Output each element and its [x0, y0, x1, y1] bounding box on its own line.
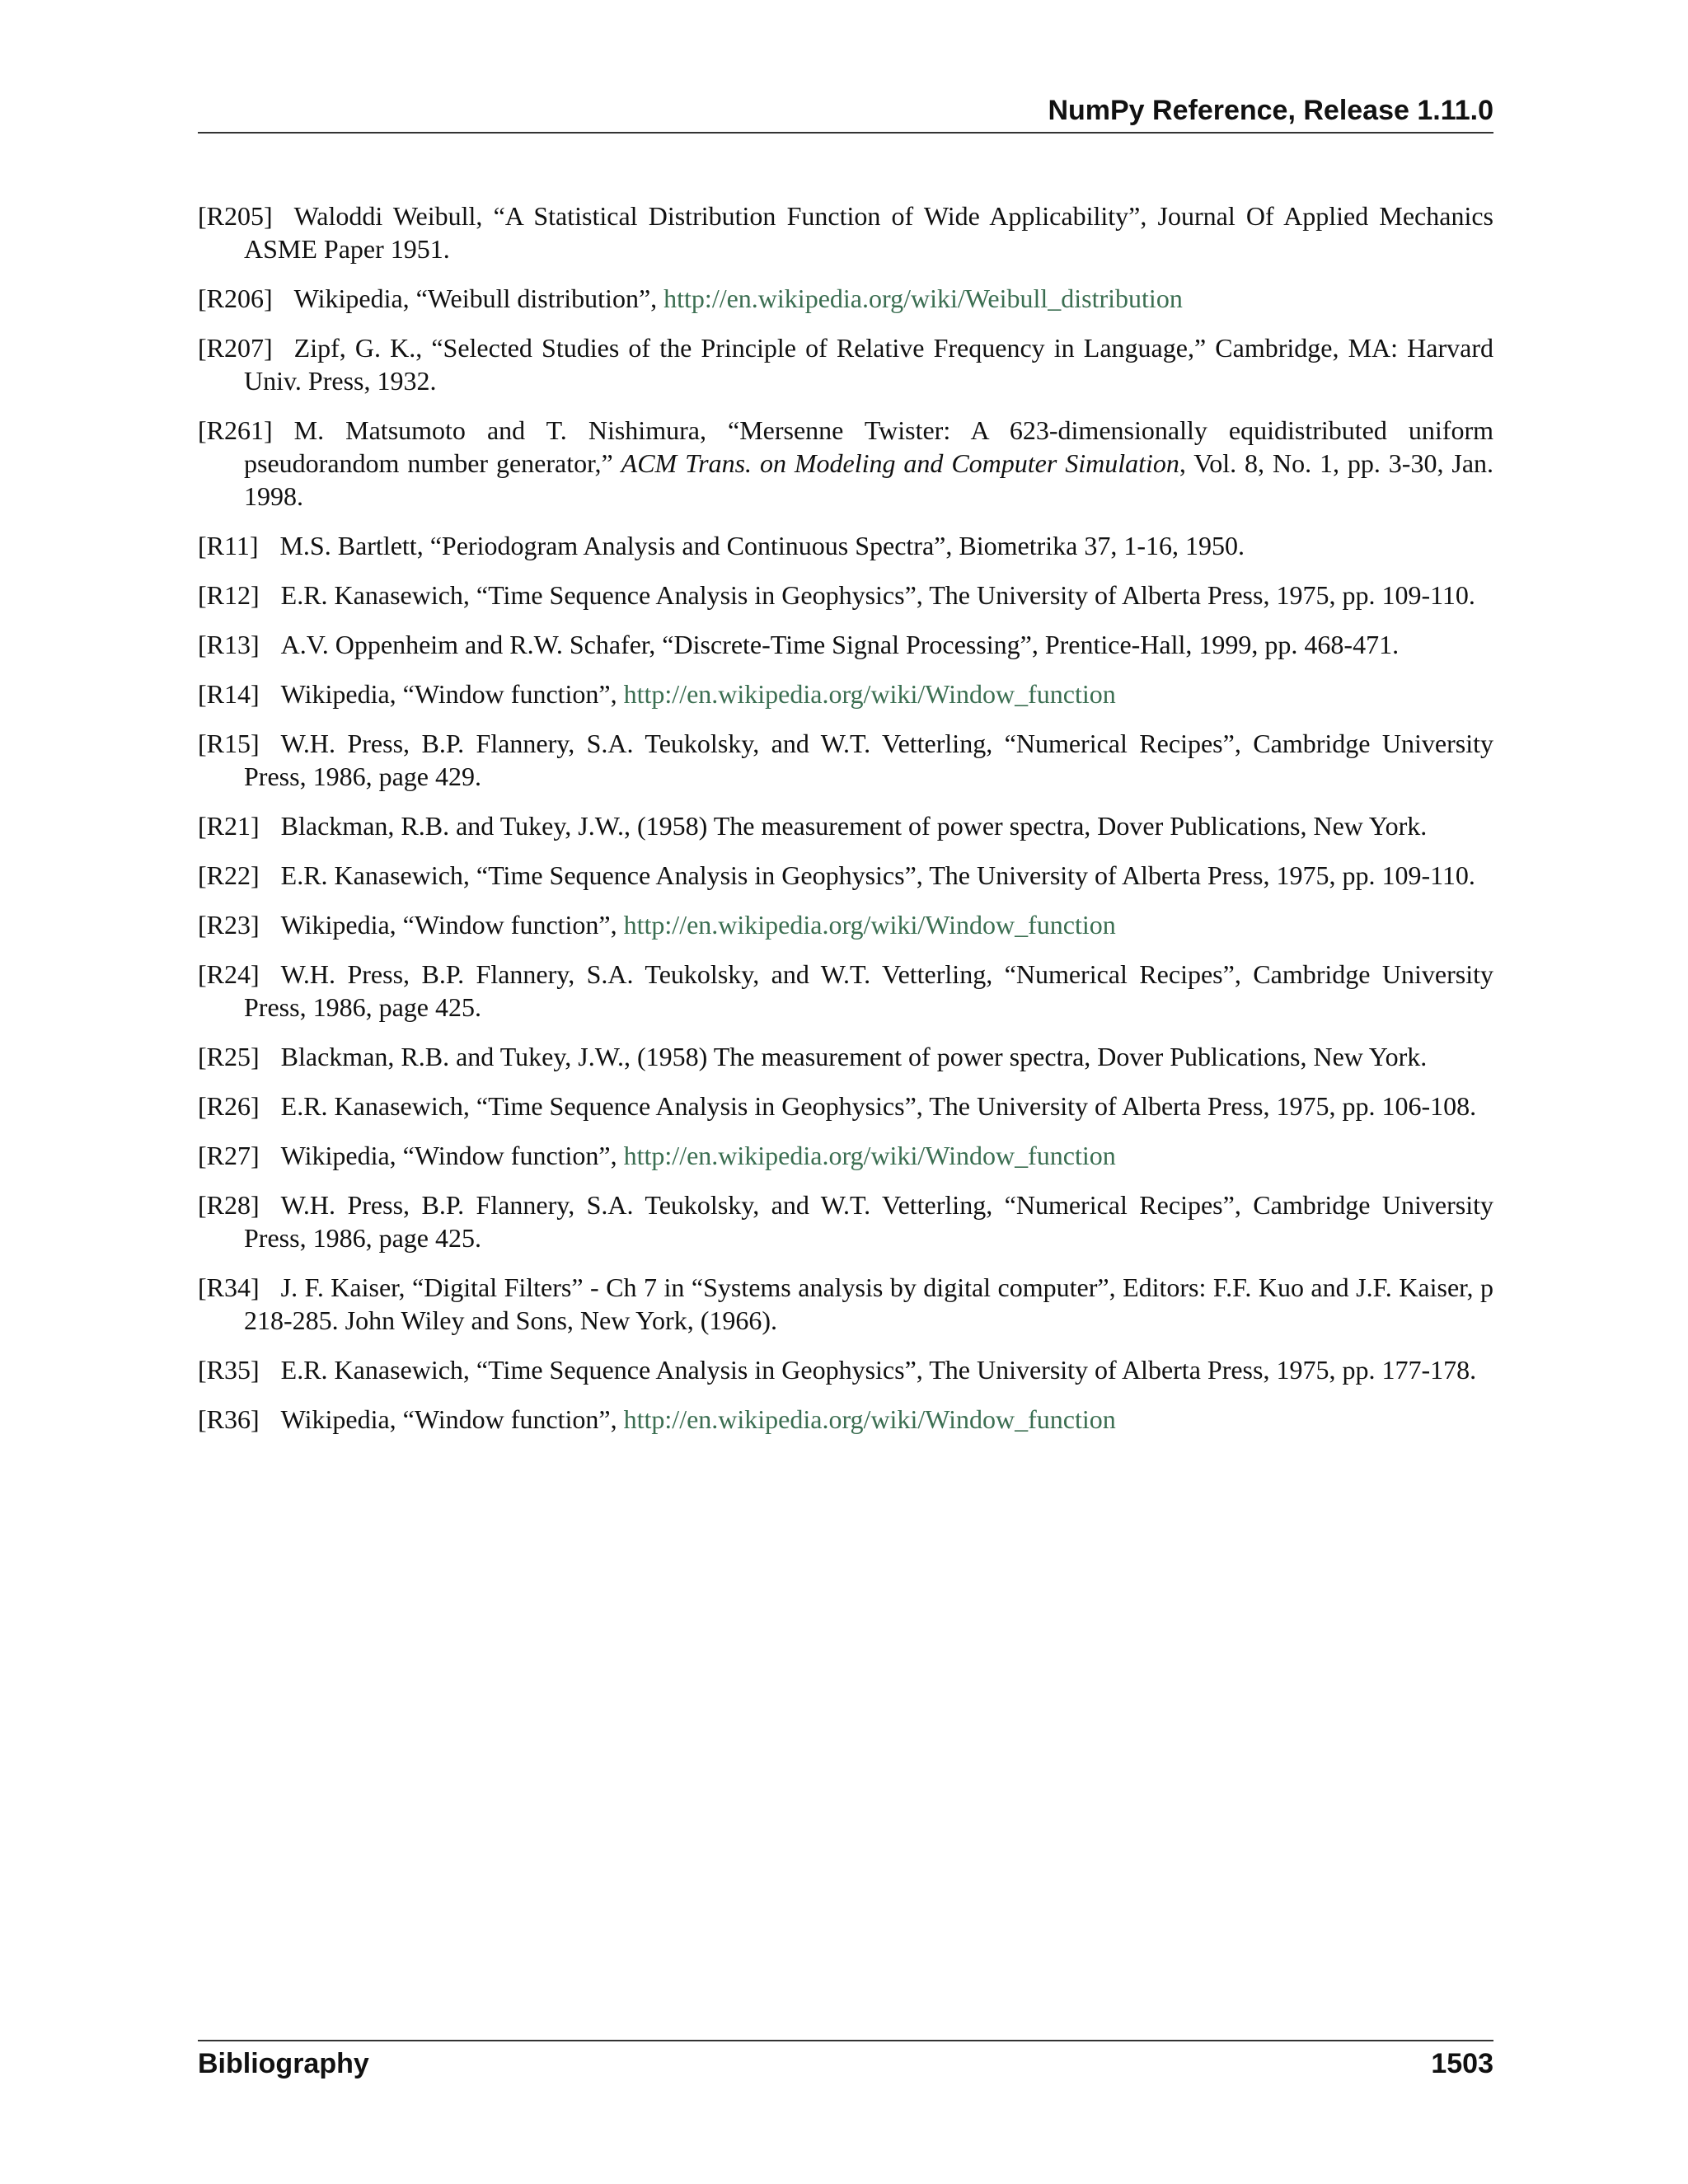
citation-label: [R11]: [198, 531, 259, 560]
citation-text: Blackman, R.B. and Tukey, J.W., (1958) The measurement of power spectra, Dover Publications, New York.: [280, 1042, 1428, 1071]
citation-text: Blackman, R.B. and Tukey, J.W., (1958) The measurement of power spectra, Dover Publications, New York.: [280, 811, 1428, 841]
citation-text: W.H. Press, B.P. Flannery, S.A. Teukolsky, and W.T. Vetterling, “Numerical Recipes”, Cambridge University Press, 1986, page 425.: [244, 959, 1493, 1022]
bibliography-entry: [198, 677, 1493, 710]
citation-journal: ACM Trans. on Modeling and Computer Simulation: [621, 448, 1179, 478]
bibliography-entry: [198, 1139, 1493, 1172]
bibliography-entry: [198, 908, 1493, 941]
citation-label: [R207]: [198, 333, 273, 363]
citation-text: M.S. Bartlett, “Periodogram Analysis and Continuous Spectra”, Biometrika 37, 1-16, 1950.: [279, 531, 1245, 560]
bibliography-entry: [198, 199, 1493, 265]
citation-text: Wikipedia, “Weibull distribution”,: [293, 284, 664, 313]
citation-text: A.V. Oppenheim and R.W. Schafer, “Discrete-Time Signal Processing”, Prentice-Hall, 1999, pp. 468-471.: [280, 630, 1400, 659]
citation-text: M. Matsumoto and T. Nishimura, “Mersenne Twister: A 623-dimensionally equidistributed uniform pseudorandom number generator,”: [244, 415, 1493, 478]
citation-label: [R25]: [198, 1042, 260, 1071]
citation-text: E.R. Kanasewich, “Time Sequence Analysis in Geophysics”, The University of Alberta Press, 1975, pp. 109-110.: [280, 580, 1475, 610]
citation-text: E.R. Kanasewich, “Time Sequence Analysis in Geophysics”, The University of Alberta Press, 1975, pp. 109-110.: [280, 860, 1475, 890]
bibliography-entry: [198, 414, 1493, 513]
bibliography-entry: [198, 1090, 1493, 1122]
bibliography-entry: [198, 579, 1493, 612]
citation-text: Wikipedia, “Window function”,: [280, 1404, 624, 1434]
citation-label: [R22]: [198, 860, 260, 890]
citation-text-continued: , Vol. 8, No. 1, pp. 3-30, Jan. 1998.: [244, 448, 1494, 511]
citation-label: [R35]: [198, 1355, 260, 1385]
bibliography-entry: [198, 958, 1493, 1024]
citation-text: E.R. Kanasewich, “Time Sequence Analysis in Geophysics”, The University of Alberta Press, 1975, pp. 177-178.: [280, 1355, 1477, 1385]
citation-label: [R21]: [198, 811, 260, 841]
citation-label: [R205]: [198, 201, 273, 231]
bibliography-entry: [198, 1353, 1493, 1386]
citation-link[interactable]: http://en.wikipedia.org/wiki/Window_function: [623, 1141, 1116, 1170]
citation-text: J. F. Kaiser, “Digital Filters” - Ch 7 in “Systems analysis by digital computer”, Editors: F.F. Kuo and J.F. Kaiser, p 218-285. John Wiley and Sons, New York, (1966).: [244, 1272, 1493, 1335]
citation-label: [R12]: [198, 580, 260, 610]
citation-text: Wikipedia, “Window function”,: [280, 1141, 624, 1170]
bibliography-entry: [198, 331, 1493, 397]
citation-text: Wikipedia, “Window function”,: [280, 679, 624, 709]
bibliography-entry: [198, 859, 1493, 892]
citation-text: W.H. Press, B.P. Flannery, S.A. Teukolsky, and W.T. Vetterling, “Numerical Recipes”, Cambridge University Press, 1986, page 429.: [244, 729, 1493, 791]
citation-link[interactable]: http://en.wikipedia.org/wiki/Window_function: [623, 1404, 1116, 1434]
citation-text: E.R. Kanasewich, “Time Sequence Analysis in Geophysics”, The University of Alberta Press, 1975, pp. 106-108.: [280, 1091, 1477, 1121]
running-header-title: NumPy Reference, Release 1.11.0: [1048, 95, 1493, 126]
bibliography-list: [198, 199, 1493, 1452]
citation-label: [R36]: [198, 1404, 260, 1434]
footer-section-title: Bibliography: [198, 2048, 369, 2079]
citation-label: [R27]: [198, 1141, 260, 1170]
citation-label: [R34]: [198, 1272, 260, 1302]
bibliography-entry: [198, 282, 1493, 315]
document-page: [198, 0, 1493, 2184]
citation-label: [R15]: [198, 729, 260, 758]
citation-label: [R28]: [198, 1190, 260, 1220]
citation-text: W.H. Press, B.P. Flannery, S.A. Teukolsky, and W.T. Vetterling, “Numerical Recipes”, Cambridge University Press, 1986, page 425.: [244, 1190, 1493, 1253]
page-footer: [198, 2040, 1493, 2083]
bibliography-entry: [198, 628, 1493, 661]
citation-label: [R261]: [198, 415, 273, 445]
citation-link[interactable]: http://en.wikipedia.org/wiki/Window_function: [623, 910, 1116, 940]
bibliography-entry: [198, 1188, 1493, 1254]
citation-label: [R26]: [198, 1091, 260, 1121]
citation-link[interactable]: http://en.wikipedia.org/wiki/Window_function: [623, 679, 1116, 709]
bibliography-entry: [198, 809, 1493, 842]
bibliography-entry: [198, 727, 1493, 793]
citation-link[interactable]: http://en.wikipedia.org/wiki/Weibull_distribution: [663, 284, 1183, 313]
page-header: [198, 91, 1493, 134]
bibliography-entry: [198, 529, 1493, 562]
bibliography-entry: [198, 1271, 1493, 1337]
citation-label: [R24]: [198, 959, 260, 989]
citation-label: [R206]: [198, 284, 273, 313]
citation-text: Wikipedia, “Window function”,: [280, 910, 624, 940]
citation-label: [R23]: [198, 910, 260, 940]
citation-label: [R13]: [198, 630, 260, 659]
citation-text: Waloddi Weibull, “A Statistical Distribution Function of Wide Applicability”, Journal Of Applied Mechanics ASME Paper 1951.: [244, 201, 1493, 264]
bibliography-entry: [198, 1403, 1493, 1436]
bibliography-entry: [198, 1040, 1493, 1073]
page-number: 1503: [1431, 2048, 1493, 2079]
citation-text: Zipf, G. K., “Selected Studies of the Principle of Relative Frequency in Language,” Cambridge, MA: Harvard Univ. Press, 1932.: [244, 333, 1493, 396]
citation-label: [R14]: [198, 679, 260, 709]
